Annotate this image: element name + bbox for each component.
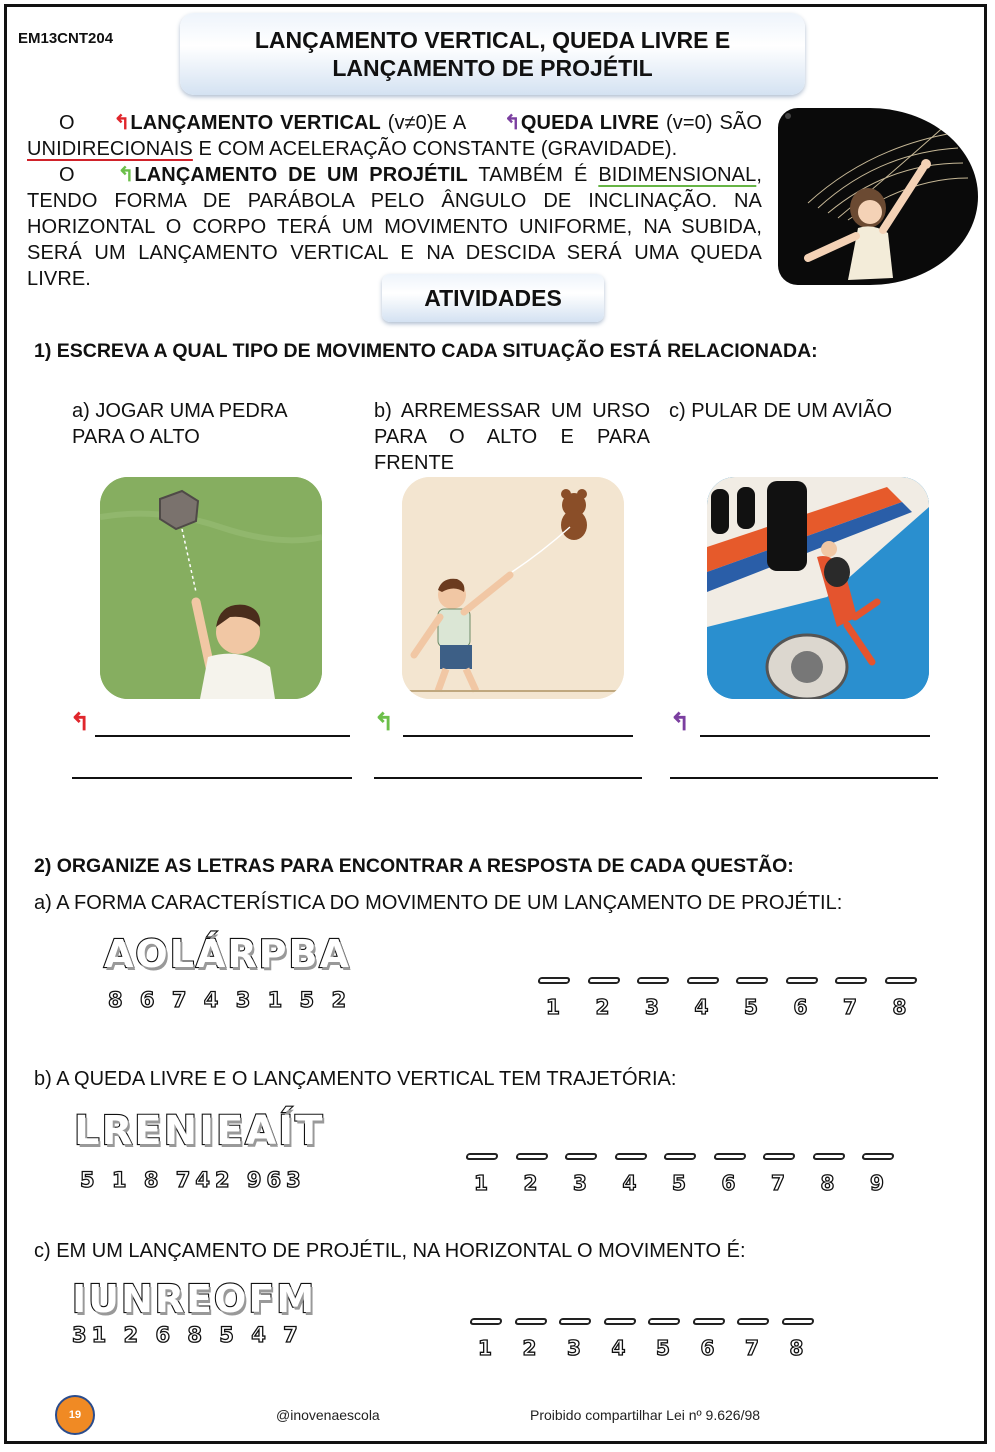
letter-slot[interactable] xyxy=(469,1318,502,1325)
letter-slot[interactable] xyxy=(692,1318,725,1325)
slot-number: 6 xyxy=(793,995,808,1019)
slot-number: 7 xyxy=(843,995,857,1019)
slot-number: 4 xyxy=(622,1171,637,1195)
curriculum-code: EM13CNT204 xyxy=(18,30,114,47)
question-2-label: 2) ORGANIZE AS LETRAS PARA ENCONTRAR A RESPOSTA DE CADA QUESTÃO: xyxy=(34,855,794,877)
intro-text-run: (v=0) SÃO xyxy=(659,112,762,134)
slot-number: 8 xyxy=(789,1336,804,1360)
scrambled-letters-2b: LRENIEAÍT xyxy=(74,1108,325,1154)
slot-number: 2 xyxy=(595,995,610,1019)
term-unidirecionais: UNIDIRECIONAIS xyxy=(27,138,193,160)
letter-slot[interactable] xyxy=(663,1153,696,1160)
slot-number: 1 xyxy=(478,1336,492,1360)
slot-number: 1 xyxy=(474,1171,488,1195)
letter-slot[interactable] xyxy=(514,1318,547,1325)
slot-number: 7 xyxy=(771,1171,785,1195)
purple-arrow-icon: ↰ xyxy=(670,709,691,736)
red-arrow-icon: ↰ xyxy=(70,709,91,736)
intro-text-run: TAMBÉM É xyxy=(467,164,599,186)
footer-copyright-notice: Proibido compartilhar Lei nº 9.626/98 xyxy=(530,1407,761,1423)
slot-number: 9 xyxy=(870,1171,884,1195)
logo-text: 19 xyxy=(68,1409,82,1421)
letter-slot[interactable] xyxy=(647,1318,680,1325)
answer-line-1b-second[interactable] xyxy=(374,777,642,779)
letter-slot[interactable] xyxy=(834,977,867,984)
intro-text-run: , TENDO FORMA DE PARÁBOLA PELO ÂNGULO DE INCLINAÇÃO. NA HORIZONTAL O CORPO TERÁ UM MOVIMENTO UNIFORME, NA SUBIDA, SERÁ UM LANÇAMENTO VERTICAL E NA DESCIDA SERÁ UMA QUEDA LIVRE. xyxy=(27,164,762,290)
purple-arrow-icon: ↰ xyxy=(504,112,521,134)
intro-text-run: O xyxy=(59,164,86,186)
letter-slot[interactable] xyxy=(735,977,768,984)
intro-text-run: (v≠0)E A xyxy=(380,112,473,134)
letter-slot[interactable] xyxy=(781,1318,814,1325)
answer-line-1b-first[interactable] xyxy=(403,735,633,737)
question-2a-text: a) A FORMA CARACTERÍSTICA DO MOVIMENTO DE UM LANÇAMENTO DE PROJÉTIL: xyxy=(34,892,843,914)
slot-number: 2 xyxy=(522,1336,537,1360)
boy-throwing-bear-illustration xyxy=(402,477,624,699)
letter-slot[interactable] xyxy=(587,977,620,984)
scrambled-letters-2c: IUNREOFM xyxy=(72,1277,317,1321)
slot-number: 8 xyxy=(892,995,907,1019)
letter-slot[interactable] xyxy=(636,977,669,984)
slot-number: 3 xyxy=(567,1336,581,1360)
intro-text xyxy=(27,110,762,292)
scramble-numbers-2c: 31 2 6 8 5 4 7 xyxy=(72,1323,303,1347)
intro-text-run: E COM ACELERAÇÃO CONSTANTE (GRAVIDADE). xyxy=(192,138,678,160)
intro-paragraph-1 xyxy=(27,110,762,162)
letter-slot[interactable] xyxy=(785,977,818,984)
question-1-label: 1) ESCREVA A QUAL TIPO DE MOVIMENTO CADA SITUAÇÃO ESTÁ RELACIONADA: xyxy=(34,340,818,362)
slot-number: 5 xyxy=(672,1171,686,1195)
letter-slot[interactable] xyxy=(861,1153,894,1160)
title-line-1: LANÇAMENTO VERTICAL, QUEDA LIVRE E xyxy=(254,27,731,53)
slot-number: 3 xyxy=(645,995,659,1019)
letter-slot[interactable] xyxy=(465,1153,498,1160)
letter-slot[interactable] xyxy=(558,1318,591,1325)
boy-throwing-rock-illustration xyxy=(100,477,322,699)
green-arrow-icon: ↰ xyxy=(374,709,395,736)
inove-logo xyxy=(55,1395,95,1435)
question-1c-text: c) PULAR DE UM AVIÃO xyxy=(669,400,893,422)
answer-line-1a-first[interactable] xyxy=(95,735,350,737)
slot-number: 6 xyxy=(700,1336,715,1360)
scramble-numbers-2a: 8 6 7 4 3 1 5 2 xyxy=(108,988,352,1012)
title-line-2: LANÇAMENTO DE PROJÉTIL xyxy=(332,55,653,81)
intro-text-run: O xyxy=(59,112,82,134)
letter-slot[interactable] xyxy=(762,1153,795,1160)
letter-slot[interactable] xyxy=(537,977,570,984)
slot-number: 2 xyxy=(523,1171,538,1195)
answer-line-1c-second[interactable] xyxy=(670,777,938,779)
activities-banner: ATIVIDADES xyxy=(382,274,604,322)
slot-number: 3 xyxy=(573,1171,587,1195)
letter-slot[interactable] xyxy=(614,1153,647,1160)
slot-number: 5 xyxy=(744,995,758,1019)
title-box xyxy=(180,13,805,95)
red-arrow-icon: ↰ xyxy=(113,112,131,134)
person-jumping-airplane-illustration xyxy=(707,477,929,699)
answer-line-1c-first[interactable] xyxy=(700,735,930,737)
question-1a-text: a) JOGAR UMA PEDRA PARA O ALTO xyxy=(72,400,287,448)
question-2b-text: b) A QUEDA LIVRE E O LANÇAMENTO VERTICAL TEM TRAJETÓRIA: xyxy=(34,1068,677,1090)
green-arrow-icon: ↰ xyxy=(117,164,135,186)
intro-paragraph-2 xyxy=(27,162,762,292)
slot-number: 6 xyxy=(721,1171,736,1195)
scramble-numbers-2b: 5 1 8 742 963 xyxy=(80,1168,306,1192)
question-2c-text: c) EM UM LANÇAMENTO DE PROJÉTIL, NA HORIZONTAL O MOVIMENTO É: xyxy=(34,1240,746,1262)
slot-number: 1 xyxy=(546,995,560,1019)
scrambled-letters-2a: AOLÁRPBA xyxy=(104,932,351,976)
letter-slot[interactable] xyxy=(812,1153,845,1160)
letter-slot[interactable] xyxy=(564,1153,597,1160)
slot-number: 4 xyxy=(611,1336,626,1360)
question-1b-text: b) ARREMESSAR UM URSO PARA O ALTO E PARA FRENTE xyxy=(374,400,650,474)
letter-slot[interactable] xyxy=(515,1153,548,1160)
letter-slot[interactable] xyxy=(736,1318,769,1325)
term-queda-livre: QUEDA LIVRE xyxy=(520,112,660,134)
letter-slot[interactable] xyxy=(713,1153,746,1160)
slot-number: 7 xyxy=(745,1336,759,1360)
term-bidimensional: BIDIMENSIONAL xyxy=(598,164,757,186)
term-lancamento-vertical: LANÇAMENTO VERTICAL xyxy=(130,112,381,134)
letter-slot[interactable] xyxy=(884,977,917,984)
footer-handle: @inovenaescola xyxy=(276,1407,380,1423)
letter-slot[interactable] xyxy=(603,1318,636,1325)
slot-number: 5 xyxy=(656,1336,670,1360)
slot-number: 8 xyxy=(820,1171,835,1195)
term-lancamento-projetil: LANÇAMENTO DE UM PROJÉTIL xyxy=(134,164,468,186)
letter-slot[interactable] xyxy=(686,977,719,984)
answer-line-1a-second[interactable] xyxy=(72,777,352,779)
slot-number: 4 xyxy=(694,995,709,1019)
